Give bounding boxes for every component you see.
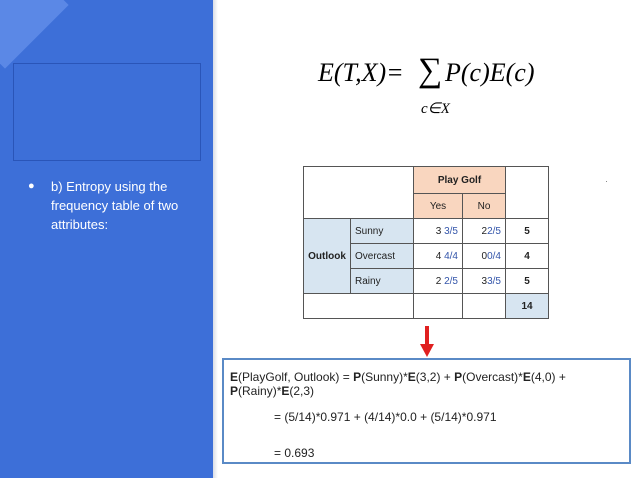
row-total: 5: [506, 269, 549, 294]
outlook-header: Outlook: [304, 219, 351, 294]
formula-lhs: E(T,X)=: [318, 58, 404, 87]
bullet-dot-icon: ●: [28, 180, 35, 192]
entropy-formula: [318, 52, 548, 122]
total-empty-left: [304, 294, 414, 319]
bullet-text: b) Entropy using the frequency table of two attributes:: [51, 179, 179, 232]
corner-decoration: [0, 0, 69, 69]
yes-fraction: 3/5: [444, 225, 458, 237]
calc-line-1-part: E: [230, 370, 239, 384]
sigma-symbol: ∑: [418, 52, 443, 89]
row-total: 4: [506, 244, 549, 269]
table-row: [304, 219, 549, 244]
total-empty-yes: [414, 294, 463, 319]
calc-line-1-part: (Overcast)*: [462, 370, 523, 384]
yes-cell: [414, 269, 463, 294]
no-fraction: 0/4: [487, 250, 501, 262]
stray-dot: [606, 181, 607, 182]
calc-line-3: = 0.693: [274, 446, 315, 460]
yes-header: Yes: [414, 194, 463, 219]
row-label: Rainy: [351, 269, 414, 294]
table-total-row: [304, 294, 549, 319]
calc-line-1-part: (4,0) +: [530, 370, 566, 384]
yes-cell: [414, 219, 463, 244]
no-cell: [463, 244, 506, 269]
yes-fraction: 2/5: [444, 275, 458, 287]
yes-cell: [414, 244, 463, 269]
calc-line-1: [230, 370, 629, 398]
calc-line-1-part: P: [353, 370, 362, 384]
no-cell: [463, 219, 506, 244]
calc-line-1-part: (2,3): [289, 384, 315, 398]
calc-line-1-part: (3,2) +: [415, 370, 455, 384]
down-arrow-icon: [420, 326, 434, 358]
calc-line-2: = (5/14)*0.971 + (4/14)*0.0 + (5/14)*0.971: [274, 410, 497, 424]
yes-count: 3: [435, 225, 442, 237]
no-fraction: 3/5: [487, 275, 501, 287]
yes-count: 2: [435, 275, 442, 287]
frequency-table: [303, 166, 549, 319]
entropy-calculation-box: [222, 358, 631, 464]
play-golf-header: Play Golf: [414, 167, 506, 194]
sidebar: [0, 0, 213, 478]
calc-line-1-part: P: [230, 384, 239, 398]
no-fraction: 2/5: [487, 225, 501, 237]
no-count: 2: [481, 225, 488, 237]
calc-line-1-part: (Rainy)*: [238, 384, 282, 398]
row-label: Sunny: [351, 219, 414, 244]
table-empty-right: [506, 167, 549, 219]
yes-count: 4: [435, 250, 442, 262]
total-empty-no: [463, 294, 506, 319]
table-empty-corner: [304, 167, 414, 219]
calc-line-1-part: (Sunny)*: [361, 370, 408, 384]
calc-line-1-part: P: [454, 370, 463, 384]
no-header: No: [463, 194, 506, 219]
calc-line-1-part: E: [407, 370, 416, 384]
formula-rhs: P(c)E(c): [445, 58, 535, 87]
bullet-item: [28, 177, 188, 234]
sigma-subscript: c∈X: [421, 101, 450, 117]
row-total: 5: [506, 219, 549, 244]
row-label: Overcast: [351, 244, 414, 269]
empty-frame: [13, 63, 201, 161]
grand-total: 14: [506, 294, 549, 319]
no-count: 3: [481, 275, 488, 287]
no-cell: [463, 269, 506, 294]
yes-fraction: 4/4: [444, 250, 458, 262]
slide-edge: [213, 0, 218, 478]
calc-line-1-part: (PlayGolf, Outlook) =: [238, 370, 354, 384]
calc-line-1-part: E: [281, 384, 290, 398]
calc-line-1-part: E: [522, 370, 531, 384]
no-count: 0: [481, 250, 488, 262]
